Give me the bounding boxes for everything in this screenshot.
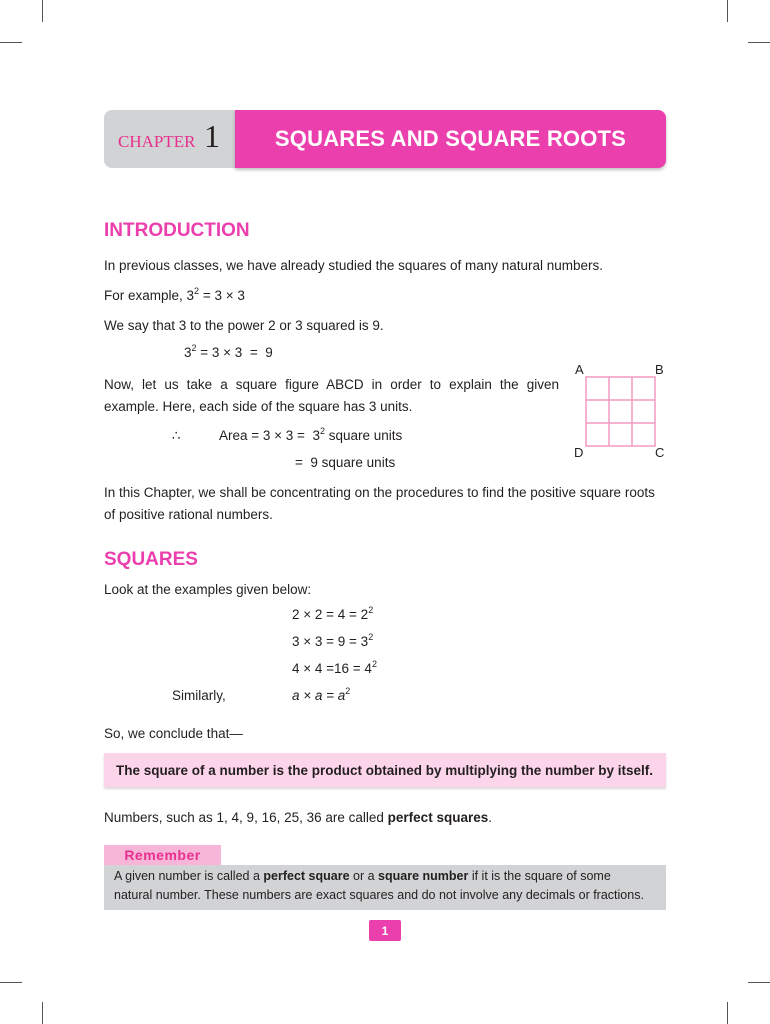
similarly-label: Similarly, [172, 688, 226, 703]
definition-text: The square of a number is the product obtained by multiplying the number by itself. [116, 762, 654, 778]
crop-mark [42, 0, 43, 22]
chapter-label: CHAPTER [118, 132, 196, 151]
chapter-title-panel [235, 110, 666, 168]
chapter-focus-line2: of positive rational numbers. [104, 507, 273, 522]
chapter-title: SQUARES AND SQUARE ROOTS [274, 126, 627, 151]
crop-mark [727, 0, 728, 22]
crop-mark [748, 42, 770, 43]
remember-line1: A given number is called a perfect square or a square number if it is the square of some [114, 869, 611, 883]
vertex-c: C [655, 445, 665, 460]
remember-line2: natural number. These numbers are exact squares and do not involve any decimals or fractions. [114, 888, 644, 902]
introduction-heading: INTRODUCTION [104, 220, 250, 241]
perfect-squares-term: perfect squares [387, 810, 489, 825]
squared-statement: We say that 3 to the power 2 or 3 squared is 9. [104, 318, 384, 333]
area-result: = 9 square units [295, 455, 396, 470]
example-3-squared: $3 \times 3 = 9 = 3^2$ [292, 632, 374, 649]
example-line: For example, $3^2 = 3 \times 3$ [104, 286, 245, 303]
example-a-squared: $a \times a = a^2$ [292, 686, 351, 703]
squares-heading: SQUARES [104, 549, 198, 570]
square-figure-text-line2: example. Here, each side of the square has 3 units. [104, 399, 413, 414]
intro-paragraph: In previous classes, we have already studied the squares of many natural numbers. [104, 258, 604, 273]
remember-tab: Remember [104, 845, 221, 865]
area-equation: Area = $3 \times 3 = 3^2$ square units [219, 426, 403, 443]
vertex-a: A [575, 362, 584, 377]
square-figure-text-line1: Now, let us take a square figure ABCD in order to explain the given [104, 377, 559, 392]
page-number: 1 [369, 920, 401, 941]
remember-box [104, 865, 666, 910]
vertex-b: B [655, 362, 664, 377]
definition-box [104, 753, 666, 787]
therefore-symbol: ∴ [172, 428, 181, 443]
conclusion-line: So, we conclude that— [104, 726, 243, 741]
square-grid [585, 376, 657, 448]
perfect-squares-line: Numbers, such as 1, 4, 9, 16, 25, 36 are called perfect squares. [104, 810, 492, 825]
example-2-squared: $2 \times 2 = 4 = 2^2$ [292, 605, 374, 622]
crop-mark [727, 1002, 728, 1024]
examples-intro: Look at the examples given below: [104, 582, 312, 597]
crop-mark [748, 982, 770, 983]
crop-mark [42, 1002, 43, 1024]
chapter-focus-line1: In this Chapter, we shall be concentrating on the procedures to find the positive square roots [104, 485, 655, 500]
example-4-squared: $4 \times 4 =16 = 4^2$ [292, 659, 377, 676]
chapter-number: 1 [204, 118, 220, 154]
crop-mark [0, 982, 22, 983]
square-abcd-figure [570, 360, 670, 465]
vertex-d: D [574, 445, 584, 460]
equation-3-squared: $3^2 = 3 \times 3 = 9$ [184, 343, 273, 360]
crop-mark [0, 42, 22, 43]
